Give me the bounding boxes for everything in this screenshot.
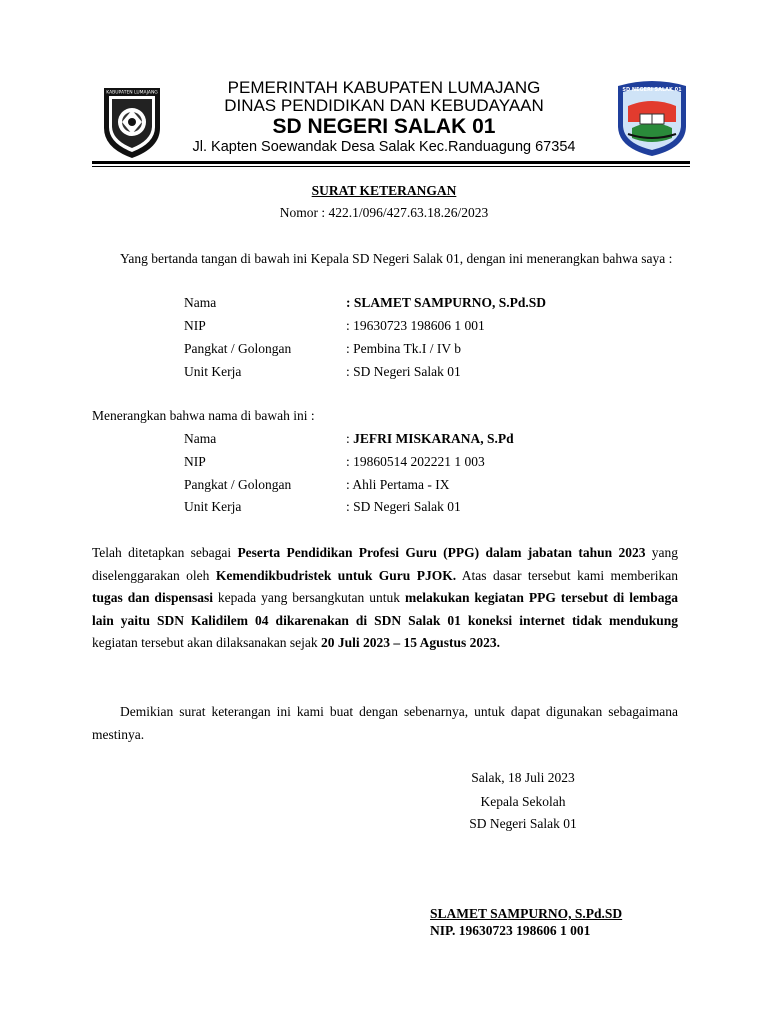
signer-field-row	[0, 364, 768, 386]
signature-school: SD Negeri Salak 01	[469, 816, 577, 831]
letterhead-divider-thin	[92, 166, 690, 167]
field-value: : 19630723 198606 1 001	[346, 318, 485, 333]
letter-number: Nomor : 422.1/096/427.63.18.26/2023	[279, 205, 489, 220]
lumajang-emblem-icon	[100, 82, 164, 160]
body-emphasis: melakukan kegiatan PPG tersebut di lembaga lain yaitu SDN Kalidilem 04 dikarenakan di SDN Salak 01 koneksi internet tidak mendukung	[92, 590, 678, 628]
signer-field-row	[0, 341, 768, 363]
letterhead-divider-thick	[92, 161, 690, 164]
department-name: DINAS PENDIDIKAN DAN KEBUDAYAAN	[224, 96, 544, 115]
body-text: kepada yang bersangkutan untuk	[212, 590, 405, 605]
field-value: : Pembina Tk.I / IV b	[346, 341, 461, 356]
subject-field-row	[0, 499, 768, 521]
body-emphasis: Peserta Pendidikan Profesi Guru (PPG) dalam jabatan tahun 2023	[237, 545, 646, 560]
letter-title: SURAT KETERANGAN	[311, 183, 457, 198]
field-label: Nama	[184, 295, 217, 310]
signer-field-row	[0, 295, 768, 317]
field-value: : 19860514 202221 1 003	[346, 454, 485, 469]
field-label: Unit Kerja	[184, 364, 242, 379]
field-value: : Ahli Pertama - IX	[346, 477, 450, 492]
field-value: : SD Negeri Salak 01	[346, 364, 461, 379]
body-emphasis: tugas dan dispensasi	[92, 590, 213, 605]
closing-paragraph: Demikian surat keterangan ini kami buat dengan sebenarnya, untuk dapat digunakan sebagaimana mestinya.	[92, 704, 678, 742]
body-paragraph	[92, 542, 678, 655]
field-value: : SD Negeri Salak 01	[346, 499, 461, 514]
body-text: Atas dasar tersebut kami memberikan	[456, 567, 679, 583]
school-name: SD NEGERI SALAK 01	[272, 115, 496, 138]
subject-field-row	[0, 454, 768, 476]
field-label: Pangkat / Golongan	[184, 477, 292, 492]
field-value: : SLAMET SAMPURNO, S.Pd.SD	[346, 295, 547, 310]
body-emphasis: 20 Juli 2023 – 15 Agustus 2023.	[321, 635, 500, 650]
field-label: Pangkat / Golongan	[184, 341, 292, 356]
signature-position: Kepala Sekolah	[480, 794, 566, 809]
subject-name: JEFRI MISKARANA, S.Pd	[353, 431, 514, 446]
logo-right-text: SD NEGERI SALAK 01	[622, 87, 682, 93]
subject-intro: Menerangkan bahwa nama di bawah ini :	[92, 408, 315, 423]
field-label: Nama	[184, 431, 217, 446]
signer-nip: NIP. 19630723 198606 1 001	[430, 923, 591, 938]
field-colon: :	[346, 431, 354, 446]
field-label: NIP	[184, 454, 206, 469]
school-emblem-icon	[614, 78, 690, 158]
logo-left-text: KABUPATEN LUMAJANG	[106, 90, 158, 96]
field-label: Unit Kerja	[184, 499, 242, 514]
subject-field-row	[0, 431, 768, 453]
field-value	[346, 431, 514, 447]
intro-paragraph: Yang bertanda tangan di bawah ini Kepala SD Negeri Salak 01, dengan ini menerangkan bahwa saya :	[120, 251, 673, 266]
body-text: Telah ditetapkan sebagai	[92, 545, 238, 560]
signer-name: SLAMET SAMPURNO, S.Pd.SD	[430, 906, 623, 921]
signature-place-date: Salak, 18 Juli 2023	[471, 770, 575, 785]
body-text: yang diselenggarakan oleh	[92, 545, 679, 583]
letterhead	[0, 0, 768, 170]
school-address: Jl. Kapten Soewandak Desa Salak Kec.Randuagung 67354	[192, 139, 576, 155]
government-name: PEMERINTAH KABUPATEN LUMAJANG	[227, 78, 541, 97]
body-emphasis: Kemendikbudristek untuk Guru PJOK.	[215, 567, 457, 583]
subject-field-row	[0, 477, 768, 499]
signer-field-row	[0, 318, 768, 340]
body-text: kegiatan tersebut akan dilaksanakan sejak	[92, 635, 322, 650]
field-label: NIP	[184, 318, 206, 333]
